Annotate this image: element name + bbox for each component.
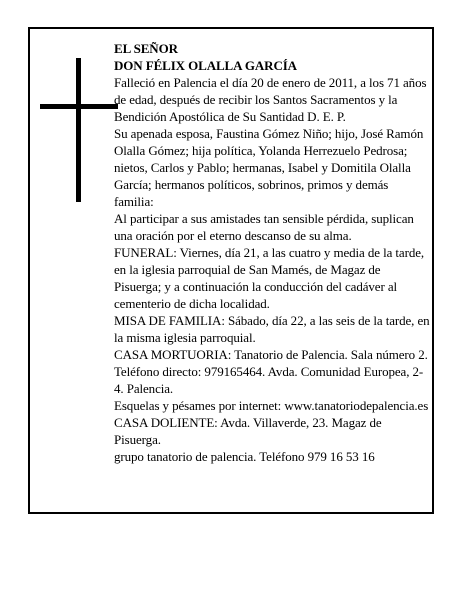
- cross-vertical-bar: [76, 58, 81, 202]
- funeral-home-details: CASA MORTUORIA: Tanatorio de Palencia. Sala número 2. Teléfono directo: 979165464. Avda. Comunidad Europea, 2-4. Palencia.: [114, 347, 428, 396]
- obituary-text: [114, 40, 430, 465]
- latin-cross-icon: [40, 58, 118, 202]
- prayer-request: Al participar a sus amistades tan sensible pérdida, suplican una oración por el eterno descanso de su alma.: [114, 211, 414, 243]
- notice-title: EL SEÑOR: [114, 41, 178, 56]
- funeral-details: FUNERAL: Viernes, día 21, a las cuatro y media de la tarde, en la iglesia parroquial de San Mamés, de Magaz de Pisuerga; y a continuación la conducción del cadáver al cementerio de dicha localidad.: [114, 245, 425, 311]
- obituary-notice: [28, 27, 434, 514]
- family-home-address: CASA DOLIENTE: Avda. Villaverde, 23. Magaz de Pisuerga.: [114, 415, 382, 447]
- cross-horizontal-bar: [40, 104, 118, 109]
- death-announcement: Falleció en Palencia el día 20 de enero de 2011, a los 71 años de edad, después de recibir los Santos Sacramentos y la Bendición Apostólica de Su Santidad D. E. P.: [114, 75, 427, 124]
- funeral-group-contact: grupo tanatorio de palencia. Teléfono 979 16 53 16: [114, 449, 375, 464]
- online-condolences: Esquelas y pésames por internet: www.tanatoriodepalencia.es: [114, 398, 429, 413]
- deceased-name: DON FÉLIX OLALLA GARCÍA: [114, 58, 297, 73]
- family-mass-details: MISA DE FAMILIA: Sábado, día 22, a las seis de la tarde, en la misma iglesia parroquial.: [114, 313, 430, 345]
- family-list: Su apenada esposa, Faustina Gómez Niño; hijo, José Ramón Olalla Gómez; hija política, Yolanda Herrezuelo Pedrosa; nietos, Carlos y Pablo; hermanas, Isabel y Domitila Olalla García; hermanos políticos, sobrinos, primos y demás familia:: [114, 126, 424, 209]
